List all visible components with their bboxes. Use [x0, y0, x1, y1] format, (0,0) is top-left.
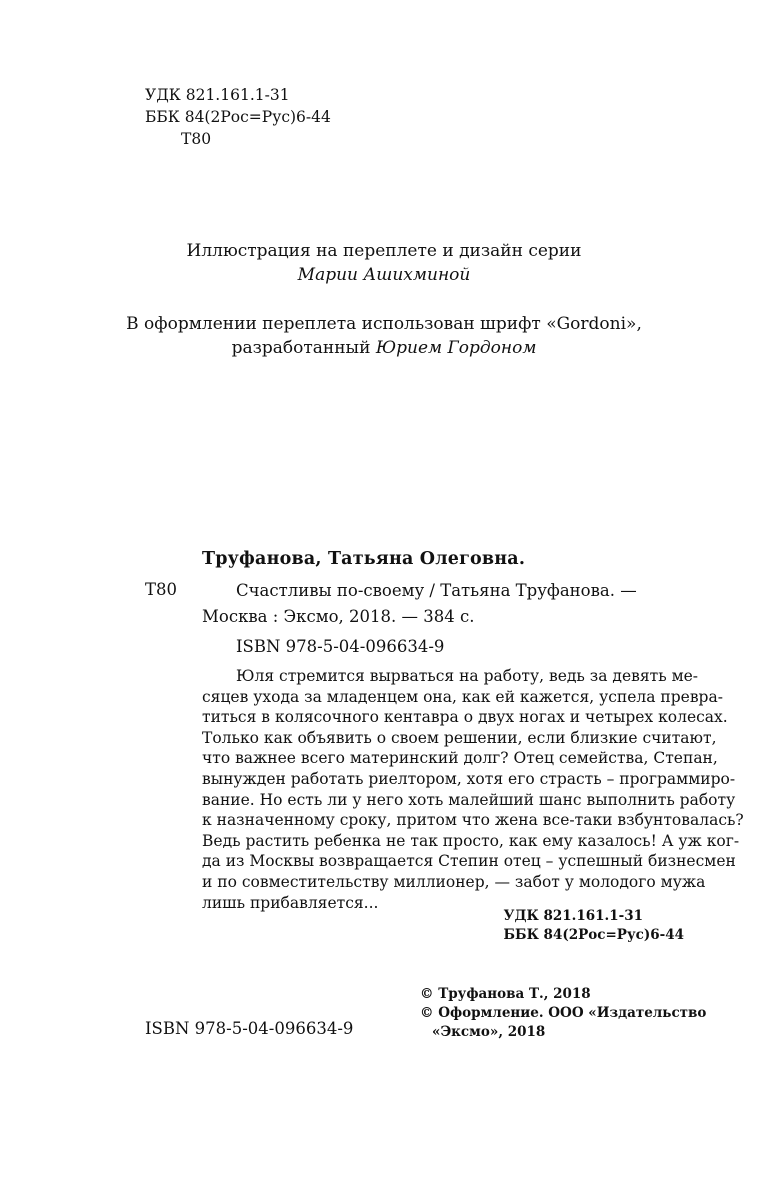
- illustration-credit: [0, 239, 768, 287]
- font-line: В оформлении переплета использован шрифт «Gordoni»,: [126, 314, 642, 334]
- copyright-block: [420, 985, 706, 1042]
- annotation-line: вынужден работать риелтором, хотя его страсть – программиро-: [202, 769, 736, 788]
- annotation-line: к назначенному сроку, притом что жена все-таки взбунтовалась?: [202, 811, 744, 830]
- illustrator-name: Марии Ашихминой: [297, 265, 471, 285]
- author-sign: Т80: [181, 130, 212, 148]
- annotation-line: Ведь растить ребенка не так просто, как ему казалось! А уж ког-: [202, 831, 740, 850]
- annotation-line: вание. Но есть ли у него хоть малейший шанс выполнить работу: [202, 790, 736, 809]
- classification-codes-top: [145, 84, 331, 150]
- annotation-line: лишь прибавляется...: [202, 893, 379, 912]
- annotation-line: и по совместительству миллионер, — забот у молодого мужа: [202, 872, 706, 891]
- title-statement: Счастливы по-своему / Татьяна Труфанова. —: [236, 581, 637, 600]
- isbn-bottom: ISBN 978-5-04-096634-9: [145, 1019, 354, 1038]
- annotation-line: Юля стремится вырваться на работу, ведь за девять ме-: [236, 667, 699, 685]
- annotation: [202, 666, 744, 913]
- font-designer-name: Юрием Гордоном: [375, 338, 537, 358]
- classification-codes-right: [504, 907, 685, 945]
- publisher-statement: Москва : Эксмо, 2018. — 384 с.: [202, 607, 475, 626]
- font-designer-prefix: разработанный: [231, 338, 376, 358]
- bbk-code-right: ББК 84(2Рос=Рус)6-44: [503, 927, 684, 943]
- font-credit: [0, 312, 768, 360]
- annotation-line: Только как объявить о своем решении, если близкие считают,: [202, 728, 717, 747]
- udk-code: УДК 821.161.1-31: [145, 86, 290, 104]
- annotation-line: титься в колясочного кентавра о двух ногах и четырех колесах.: [202, 708, 728, 727]
- bbk-code: ББК 84(2Рос=Рус)6-44: [145, 108, 331, 126]
- illustration-line: Иллюстрация на переплете и дизайн серии: [186, 241, 582, 261]
- annotation-line: да из Москвы возвращается Степин отец – успешный бизнесмен: [202, 852, 736, 871]
- annotation-line: сяцев ухода за младенцем она, как ей кажется, успела превра-: [202, 687, 723, 706]
- author-heading: Труфанова, Татьяна Олеговна.: [202, 549, 526, 569]
- catalog-code: Т80: [145, 580, 178, 599]
- isbn-record: ISBN 978-5-04-096634-9: [236, 637, 445, 656]
- copyright-design: © Оформление. ООО «Издательство: [420, 1005, 707, 1021]
- copyright-author: © Труфанова Т., 2018: [420, 986, 591, 1002]
- bibliographic-record: [202, 578, 687, 630]
- copyright-publisher: «Эксмо», 2018: [432, 1024, 546, 1040]
- udk-code-right: УДК 821.161.1-31: [503, 908, 643, 924]
- annotation-line: что важнее всего материнский долг? Отец семейства, Степан,: [202, 749, 718, 768]
- font-designer-line: [0, 336, 768, 360]
